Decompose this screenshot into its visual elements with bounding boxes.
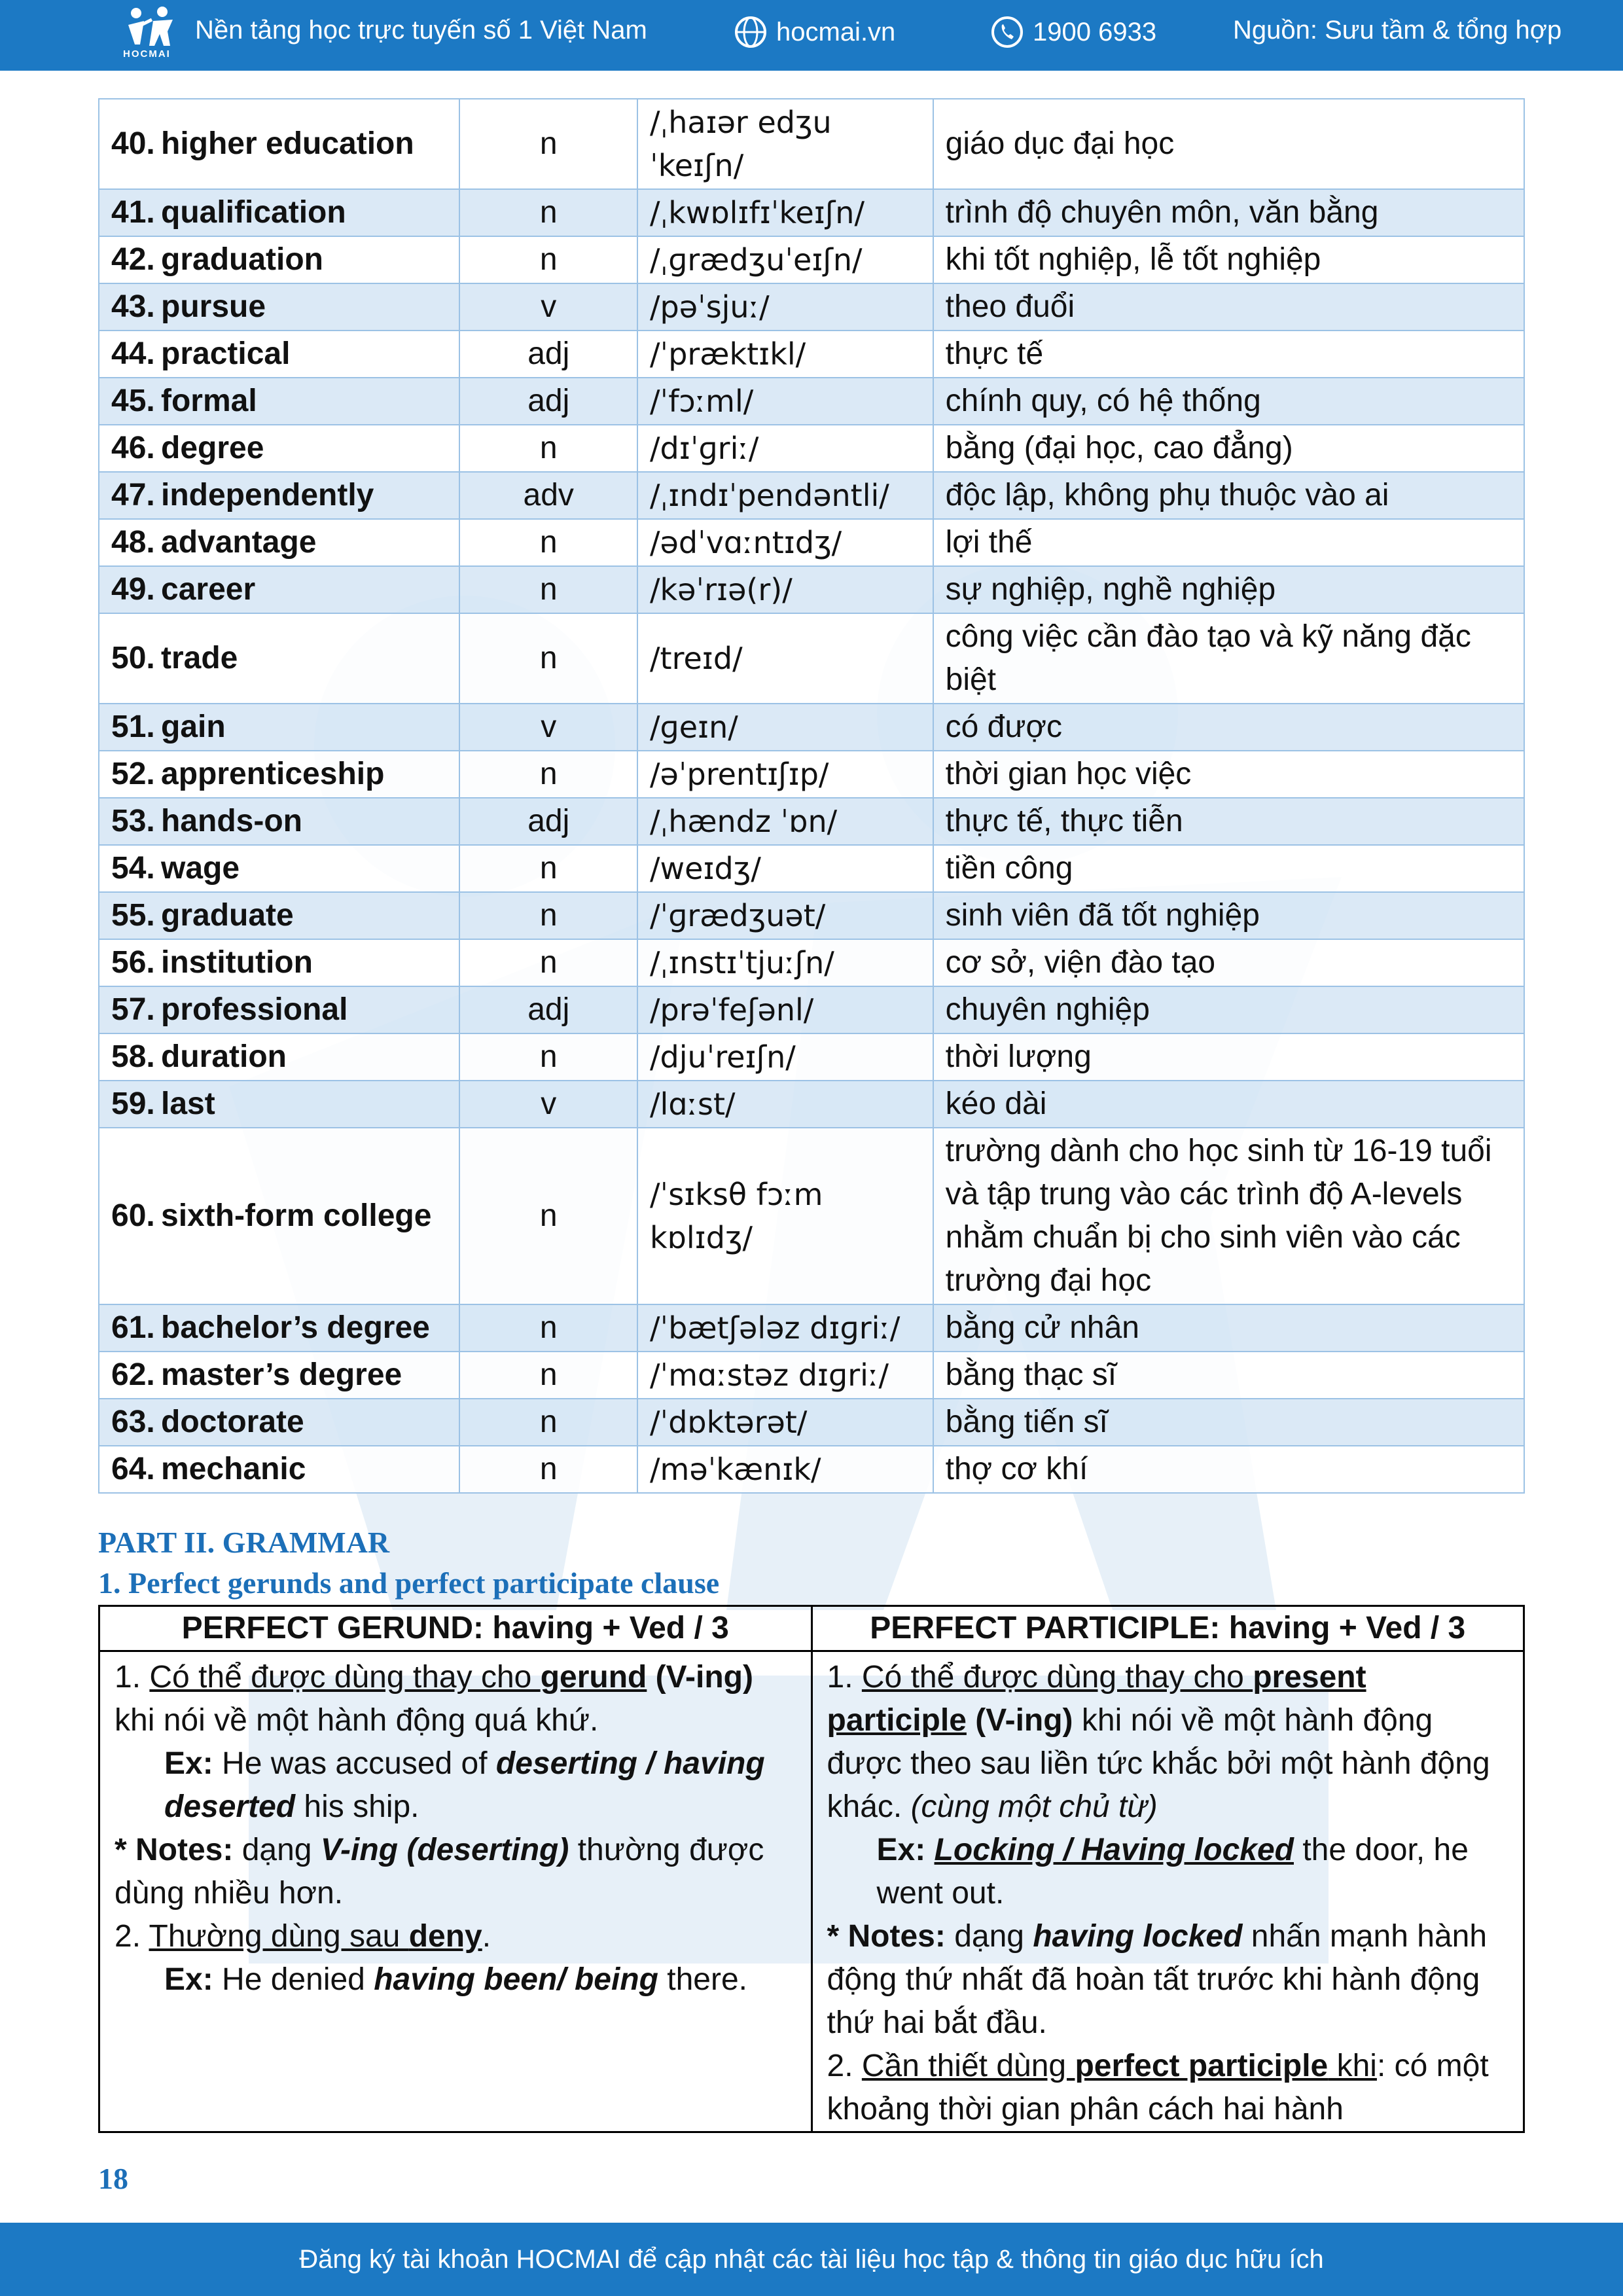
footer-text: Đăng ký tài khoản HOCMAI để cập nhật các tài liệu học tập & thông tin giáo dục hữu ích — [299, 2244, 1324, 2274]
vocab-pronunciation: /ˈɡrædʒuət/ — [637, 892, 933, 939]
vocab-pronunciation: /ˌɪndɪˈpendəntli/ — [637, 472, 933, 519]
vocab-pronunciation: /ˌɪnstɪˈtjuːʃn/ — [637, 939, 933, 986]
vocab-meaning: thực tế — [933, 331, 1524, 378]
globe-icon — [734, 16, 767, 48]
vocab-row — [99, 283, 1524, 331]
vocab-word — [99, 1399, 459, 1446]
vocab-row — [99, 892, 1524, 939]
vocab-row — [99, 425, 1524, 472]
vocab-meaning: sự nghiệp, nghề nghiệp — [933, 566, 1524, 613]
header-phone[interactable] — [991, 16, 1156, 48]
vocab-pronunciation: /ˈmɑːstəz dɪɡriː/ — [637, 1352, 933, 1399]
vocab-row — [99, 704, 1524, 751]
vocab-meaning: thực tế, thực tiễn — [933, 798, 1524, 845]
vocab-row — [99, 378, 1524, 425]
vocab-number: 45. — [111, 384, 155, 418]
vocab-meaning: độc lập, không phụ thuộc vào ai — [933, 472, 1524, 519]
vocab-pronunciation: /ˈfɔːml/ — [637, 378, 933, 425]
vocab-number: 57. — [111, 992, 155, 1027]
vocab-pronunciation: /dɪˈɡriː/ — [637, 425, 933, 472]
gerund-example-2: Ex: He denied having been/ being there. — [164, 1962, 748, 1997]
vocab-pronunciation: /ˈsɪksθ fɔːm kɒlɪdʒ/ — [637, 1128, 933, 1304]
vocab-row — [99, 236, 1524, 283]
vocab-number: 53. — [111, 804, 155, 838]
vocab-word — [99, 236, 459, 283]
perfect-participle-header: PERFECT PARTICIPLE: having + Ved / 3 — [812, 1606, 1524, 1651]
vocab-term: degree — [161, 431, 264, 465]
vocab-part-of-speech: n — [459, 1304, 637, 1352]
vocab-row — [99, 986, 1524, 1033]
vocab-number: 62. — [111, 1357, 155, 1392]
vocab-word — [99, 472, 459, 519]
vocab-part-of-speech: n — [459, 236, 637, 283]
vocab-term: higher education — [161, 126, 414, 161]
vocab-part-of-speech: n — [459, 751, 637, 798]
vocab-meaning: chính quy, có hệ thống — [933, 378, 1524, 425]
vocab-row — [99, 751, 1524, 798]
vocab-pronunciation: /ˈdɒktərət/ — [637, 1399, 933, 1446]
vocab-part-of-speech: n — [459, 425, 637, 472]
vocab-term: hands-on — [161, 804, 302, 838]
vocab-row — [99, 1399, 1524, 1446]
vocab-row — [99, 1081, 1524, 1128]
vocab-term: pursue — [161, 289, 266, 324]
vocab-word — [99, 892, 459, 939]
vocab-part-of-speech: adv — [459, 472, 637, 519]
vocab-pronunciation: /kəˈrɪə(r)/ — [637, 566, 933, 613]
vocab-meaning: cơ sở, viện đào tạo — [933, 939, 1524, 986]
header-slogan: Nền tảng học trực tuyến số 1 Việt Nam — [195, 16, 647, 45]
vocab-meaning: giáo dục đại học — [933, 99, 1524, 189]
vocab-meaning: kéo dài — [933, 1081, 1524, 1128]
vocab-term: last — [161, 1086, 215, 1121]
vocab-meaning: chuyên nghiệp — [933, 986, 1524, 1033]
part-title: PART II. GRAMMAR — [98, 1526, 390, 1559]
vocab-row — [99, 566, 1524, 613]
logo-text: HOCMAI — [123, 48, 171, 60]
vocab-pronunciation: /prəˈfeʃənl/ — [637, 986, 933, 1033]
vocab-meaning: bằng thạc sĩ — [933, 1352, 1524, 1399]
vocab-meaning: thời lượng — [933, 1033, 1524, 1081]
vocab-part-of-speech: adj — [459, 378, 637, 425]
vocab-term: duration — [161, 1039, 287, 1074]
vocab-term: master’s degree — [161, 1357, 402, 1392]
vocab-part-of-speech: n — [459, 519, 637, 566]
page-header — [0, 0, 1623, 71]
vocab-number: 41. — [111, 195, 155, 230]
vocab-word — [99, 189, 459, 236]
vocab-pronunciation: /ˌɡrædʒuˈeɪʃn/ — [637, 236, 933, 283]
vocab-number: 63. — [111, 1405, 155, 1439]
vocab-word — [99, 986, 459, 1033]
vocab-row — [99, 1033, 1524, 1081]
vocab-word — [99, 425, 459, 472]
vocab-word — [99, 99, 459, 189]
vocab-number: 56. — [111, 945, 155, 980]
perfect-participle-cell — [812, 1651, 1524, 2132]
vocab-part-of-speech: n — [459, 566, 637, 613]
vocab-row — [99, 519, 1524, 566]
vocab-meaning: trình độ chuyên môn, văn bằng — [933, 189, 1524, 236]
vocab-part-of-speech: n — [459, 939, 637, 986]
vocab-part-of-speech: n — [459, 1352, 637, 1399]
vocab-meaning: có được — [933, 704, 1524, 751]
vocab-pronunciation: /lɑːst/ — [637, 1081, 933, 1128]
vocab-word — [99, 751, 459, 798]
vocab-word — [99, 1304, 459, 1352]
vocab-term: wage — [161, 851, 240, 886]
participle-note: * Notes: dạng having locked nhấn mạnh hành động thứ nhất đã hoàn tất trước khi hành động thứ hai bắt đầu. — [827, 1919, 1488, 2040]
vocab-row — [99, 1128, 1524, 1304]
vocab-row — [99, 845, 1524, 892]
vocab-word — [99, 704, 459, 751]
vocab-term: sixth-form college — [161, 1198, 432, 1233]
vocab-part-of-speech: n — [459, 892, 637, 939]
vocab-number: 60. — [111, 1198, 155, 1233]
vocab-term: gain — [161, 709, 226, 744]
vocab-number: 49. — [111, 572, 155, 607]
vocab-row — [99, 939, 1524, 986]
vocab-meaning: trường dành cho học sinh từ 16-19 tuổi và tập trung vào các trình độ A-levels nhằm chuẩn bị cho sinh viên vào các trường đại học — [933, 1128, 1524, 1304]
vocab-pronunciation: /pəˈsjuː/ — [637, 283, 933, 331]
vocab-word — [99, 566, 459, 613]
vocab-pronunciation: /ədˈvɑːntɪdʒ/ — [637, 519, 933, 566]
vocab-word — [99, 519, 459, 566]
vocab-meaning: theo đuổi — [933, 283, 1524, 331]
vocab-number: 51. — [111, 709, 155, 744]
vocab-part-of-speech: v — [459, 1081, 637, 1128]
vocab-word — [99, 378, 459, 425]
vocab-part-of-speech: adj — [459, 331, 637, 378]
vocab-word — [99, 1446, 459, 1493]
vocab-meaning: thợ cơ khí — [933, 1446, 1524, 1493]
vocab-part-of-speech: n — [459, 613, 637, 704]
vocab-pronunciation: /djuˈreɪʃn/ — [637, 1033, 933, 1081]
vocab-pronunciation: /weɪdʒ/ — [637, 845, 933, 892]
vocab-term: doctorate — [161, 1405, 304, 1439]
phone-text: 1900 6933 — [1033, 17, 1157, 46]
vocab-part-of-speech: adj — [459, 986, 637, 1033]
vocab-word — [99, 798, 459, 845]
vocab-number: 54. — [111, 851, 155, 886]
vocab-meaning: tiền công — [933, 845, 1524, 892]
vocab-meaning: bằng cử nhân — [933, 1304, 1524, 1352]
vocab-number: 47. — [111, 478, 155, 512]
vocab-number: 46. — [111, 431, 155, 465]
vocab-word — [99, 613, 459, 704]
vocab-meaning: sinh viên đã tốt nghiệp — [933, 892, 1524, 939]
page-number: 18 — [98, 2162, 128, 2195]
vocab-part-of-speech: n — [459, 189, 637, 236]
header-source: Nguồn: Sưu tầm & tổng hợp — [1233, 16, 1562, 45]
vocab-term: career — [161, 572, 256, 607]
vocab-number: 42. — [111, 242, 155, 277]
vocab-term: bachelor’s degree — [161, 1310, 430, 1345]
vocab-pronunciation: /ɡeɪn/ — [637, 704, 933, 751]
vocab-pronunciation: /treɪd/ — [637, 613, 933, 704]
vocab-part-of-speech: v — [459, 283, 637, 331]
vocab-term: formal — [161, 384, 257, 418]
phone-icon — [991, 16, 1024, 48]
vocab-pronunciation: /məˈkænɪk/ — [637, 1446, 933, 1493]
vocab-number: 61. — [111, 1310, 155, 1345]
vocab-word — [99, 1128, 459, 1304]
vocab-term: trade — [161, 641, 238, 675]
vocab-number: 58. — [111, 1039, 155, 1074]
vocab-meaning: lợi thế — [933, 519, 1524, 566]
vocab-number: 55. — [111, 898, 155, 933]
vocab-part-of-speech: n — [459, 1399, 637, 1446]
vocab-term: mechanic — [161, 1452, 306, 1486]
vocab-word — [99, 845, 459, 892]
participle-example-1: Ex: Locking / Having locked the door, he went out. — [876, 1833, 1469, 1910]
vocab-row — [99, 613, 1524, 704]
vocab-term: apprenticeship — [161, 757, 385, 791]
gerund-rule-2: 2. Thường dùng sau deny. — [115, 1919, 491, 1954]
vocab-pronunciation: /ˈpræktɪkl/ — [637, 331, 933, 378]
perfect-gerund-cell — [99, 1651, 812, 2132]
vocab-pronunciation: /ˌhændz ˈɒn/ — [637, 798, 933, 845]
gerund-note: * Notes: dạng V-ing (deserting) thường được dùng nhiều hơn. — [115, 1833, 764, 1910]
vocab-part-of-speech: adj — [459, 798, 637, 845]
vocab-term: graduation — [161, 242, 323, 277]
vocab-term: independently — [161, 478, 374, 512]
perfect-gerund-header: PERFECT GERUND: having + Ved / 3 — [99, 1606, 812, 1651]
vocab-part-of-speech: n — [459, 99, 637, 189]
website-text: hocmai.vn — [776, 17, 896, 46]
vocab-term: professional — [161, 992, 348, 1027]
vocab-number: 59. — [111, 1086, 155, 1121]
section-title: 1. Perfect gerunds and perfect participate clause — [98, 1566, 720, 1600]
vocab-pronunciation: /ˌkwɒlɪfɪˈkeɪʃn/ — [637, 189, 933, 236]
vocab-word — [99, 1081, 459, 1128]
vocab-term: institution — [161, 945, 313, 980]
vocab-number: 52. — [111, 757, 155, 791]
vocab-meaning: công việc cần đào tạo và kỹ năng đặc biệt — [933, 613, 1524, 704]
vocab-part-of-speech: n — [459, 1446, 637, 1493]
vocab-term: graduate — [161, 898, 294, 933]
vocab-number: 64. — [111, 1452, 155, 1486]
gerund-rule-1: 1. Có thể được dùng thay cho gerund (V-ing) khi nói về một hành động quá khứ. — [115, 1660, 753, 1738]
vocab-meaning: bằng tiến sĩ — [933, 1399, 1524, 1446]
vocab-part-of-speech: v — [459, 704, 637, 751]
vocab-number: 40. — [111, 126, 155, 161]
header-website[interactable] — [734, 16, 895, 48]
vocab-row — [99, 331, 1524, 378]
participle-rule-1: 1. Có thể được dùng thay cho present participle (V-ing) khi nói về một hành động được theo sau liền tức khắc bởi một hành động khác. (cùng một chủ từ) — [827, 1660, 1490, 1824]
vocab-row — [99, 1304, 1524, 1352]
gerund-example-1: Ex: He was accused of deserting / having deserted his ship. — [164, 1746, 765, 1824]
vocab-word — [99, 283, 459, 331]
vocab-row — [99, 1446, 1524, 1493]
page-footer — [0, 2223, 1623, 2296]
vocab-term: qualification — [161, 195, 346, 230]
vocab-part-of-speech: n — [459, 845, 637, 892]
vocab-row — [99, 189, 1524, 236]
vocab-word — [99, 939, 459, 986]
vocab-term: practical — [161, 336, 291, 371]
vocab-pronunciation: /ˈbætʃələz dɪɡriː/ — [637, 1304, 933, 1352]
vocab-number: 44. — [111, 336, 155, 371]
vocab-row — [99, 472, 1524, 519]
vocab-pronunciation: /əˈprentɪʃɪp/ — [637, 751, 933, 798]
vocab-meaning: thời gian học việc — [933, 751, 1524, 798]
vocab-number: 48. — [111, 525, 155, 560]
vocab-meaning: bằng (đại học, cao đẳng) — [933, 425, 1524, 472]
vocab-word — [99, 1033, 459, 1081]
vocab-term: advantage — [161, 525, 317, 560]
vocab-row — [99, 798, 1524, 845]
vocab-word — [99, 331, 459, 378]
vocab-number: 43. — [111, 289, 155, 324]
vocab-meaning: khi tốt nghiệp, lễ tốt nghiệp — [933, 236, 1524, 283]
grammar-table — [98, 1605, 1525, 2133]
vocab-number: 50. — [111, 641, 155, 675]
vocab-part-of-speech: n — [459, 1128, 637, 1304]
vocab-row — [99, 1352, 1524, 1399]
vocab-row — [99, 99, 1524, 189]
vocab-pronunciation: /ˌhaɪər edʒuˈkeɪʃn/ — [637, 99, 933, 189]
participle-rule-2: 2. Cần thiết dùng perfect participle khi: có một khoảng thời gian phân cách hai hành — [827, 2049, 1489, 2126]
vocab-part-of-speech: n — [459, 1033, 637, 1081]
vocabulary-table — [98, 98, 1525, 1494]
vocab-word — [99, 1352, 459, 1399]
